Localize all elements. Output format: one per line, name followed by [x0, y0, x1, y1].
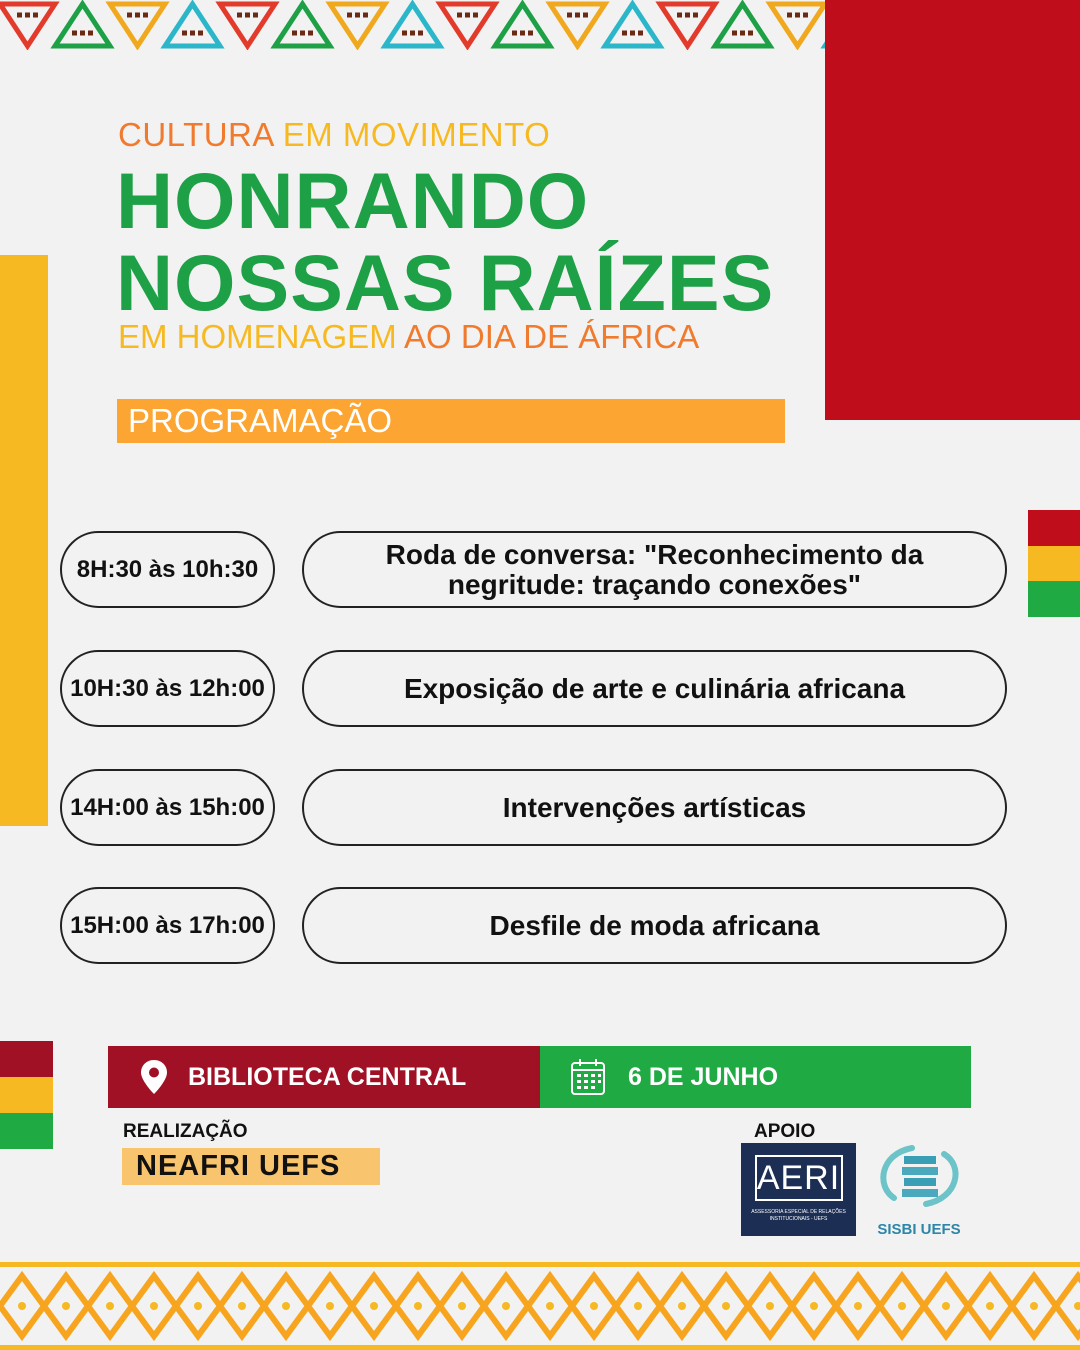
activity-1-line1: Roda de conversa: "Reconhecimento da: [385, 538, 924, 570]
aeri-logo-mark: AERI: [755, 1155, 843, 1201]
border-dot: [410, 31, 415, 36]
border-dot: [942, 1302, 950, 1310]
programacao-heading: PROGRAMAÇÃO: [117, 399, 785, 443]
border-dot: [740, 31, 745, 36]
border-dot: [520, 31, 525, 36]
border-dot: [326, 1302, 334, 1310]
border-dot: [253, 13, 258, 18]
page-title: [116, 156, 775, 327]
border-dot: [810, 1302, 818, 1310]
border-triangle: [385, 4, 440, 46]
border-dot: [88, 31, 93, 36]
library-building-icon: [874, 1140, 964, 1212]
border-dot: [732, 31, 737, 36]
border-dot: [638, 31, 643, 36]
border-dot: [238, 1302, 246, 1310]
border-dot: [80, 31, 85, 36]
calendar-icon: [570, 1058, 606, 1096]
border-dot: [194, 1302, 202, 1310]
border-dot: [135, 13, 140, 18]
subtitle-part2: AO DIA DE ÁFRICA: [404, 318, 700, 355]
border-dot: [512, 31, 517, 36]
realizacao-label: REALIZAÇÃO: [123, 1121, 248, 1142]
border-triangle: [110, 4, 165, 46]
border-dot: [803, 13, 808, 18]
border-dot: [465, 13, 470, 18]
sisbi-logo-text: SISBI UEFS: [877, 1221, 961, 1238]
border-dot: [622, 31, 627, 36]
border-line: [0, 1345, 1080, 1350]
border-dot: [72, 31, 77, 36]
border-dot: [150, 1302, 158, 1310]
event-info-bar: [108, 1046, 971, 1108]
location-section: [108, 1046, 540, 1108]
border-dot: [18, 1302, 26, 1310]
neafri-uefs-logo: NEAFRI UEFS: [122, 1148, 380, 1185]
bottom-tribal-border: [0, 1262, 1080, 1350]
schedule-time-4: 15H:00 às 17h:00: [60, 887, 275, 964]
border-dot: [1030, 1302, 1038, 1310]
border-dot: [748, 31, 753, 36]
border-dot: [795, 13, 800, 18]
border-dot: [787, 13, 792, 18]
apoio-label: APOIO: [754, 1121, 816, 1142]
border-dot: [590, 1302, 598, 1310]
date-section: [540, 1046, 971, 1108]
border-dot: [986, 1302, 994, 1310]
border-dot: [457, 13, 462, 18]
border-dot: [693, 13, 698, 18]
title-line2: NOSSAS RAÍZES: [116, 238, 775, 327]
map-pin-icon: [140, 1059, 168, 1095]
eyebrow-text: [118, 116, 550, 154]
border-dot: [245, 13, 250, 18]
border-dot: [502, 1302, 510, 1310]
border-dot: [106, 1302, 114, 1310]
border-dot: [1074, 1302, 1080, 1310]
tricolor-stripes-right: [1028, 510, 1080, 617]
date-text: 6 DE JUNHO: [628, 1062, 779, 1091]
border-triangle: [275, 4, 330, 46]
border-dot: [722, 1302, 730, 1310]
border-dot: [766, 1302, 774, 1310]
border-dot: [898, 1302, 906, 1310]
border-dot: [402, 31, 407, 36]
border-dot: [127, 13, 132, 18]
subtitle-part1: EM HOMENAGEM: [118, 318, 397, 355]
border-dot: [546, 1302, 554, 1310]
border-triangle: [0, 4, 55, 46]
eyebrow-part1: CULTURA: [118, 116, 274, 153]
border-triangle: [660, 4, 715, 46]
border-dot: [363, 13, 368, 18]
schedule-activity-2: Exposição de arte e culinária africana: [302, 650, 1007, 727]
yellow-decor-bar: [0, 255, 48, 826]
border-triangle: [550, 4, 605, 46]
tricolor-stripes-left: [0, 1041, 53, 1149]
border-triangle: [55, 4, 110, 46]
border-triangle: [220, 4, 275, 46]
border-dot: [25, 13, 30, 18]
schedule-activity-1: [302, 531, 1007, 608]
border-dot: [282, 1302, 290, 1310]
aeri-logo: [741, 1143, 856, 1236]
border-dot: [414, 1302, 422, 1310]
border-dot: [355, 13, 360, 18]
border-dot: [473, 13, 478, 18]
subtitle-text: [118, 318, 699, 356]
border-dot: [854, 1302, 862, 1310]
border-triangle: [165, 4, 220, 46]
border-dot: [62, 1302, 70, 1310]
schedule-activity-4: Desfile de moda africana: [302, 887, 1007, 964]
location-text: BIBLIOTECA CENTRAL: [188, 1062, 467, 1091]
border-triangle: [440, 4, 495, 46]
red-decor-block: [825, 0, 1080, 420]
border-dot: [190, 31, 195, 36]
border-triangle: [770, 4, 825, 46]
border-dot: [634, 1302, 642, 1310]
border-triangle: [605, 4, 660, 46]
border-dot: [292, 31, 297, 36]
border-dot: [300, 31, 305, 36]
aeri-caption-line1: ASSESSORIA ESPECIAL DE RELAÇÕES: [751, 1209, 846, 1215]
sisbi-uefs-logo: [864, 1140, 974, 1240]
border-dot: [33, 13, 38, 18]
border-dot: [17, 13, 22, 18]
border-dot: [583, 13, 588, 18]
border-dot: [182, 31, 187, 36]
aeri-caption-line2: INSTITUCIONAIS - UEFS: [769, 1216, 828, 1222]
border-dot: [143, 13, 148, 18]
schedule-time-1: 8H:30 às 10h:30: [60, 531, 275, 608]
border-dot: [308, 31, 313, 36]
border-dot: [347, 13, 352, 18]
border-dot: [418, 31, 423, 36]
border-triangle: [330, 4, 385, 46]
border-dot: [370, 1302, 378, 1310]
border-triangle: [495, 4, 550, 46]
border-dot: [528, 31, 533, 36]
border-dot: [685, 13, 690, 18]
border-dot: [458, 1302, 466, 1310]
eyebrow-part2: EM MOVIMENTO: [282, 116, 551, 153]
schedule-time-2: 10H:30 às 12h:00: [60, 650, 275, 727]
border-dot: [677, 13, 682, 18]
title-line1: HONRANDO: [116, 156, 590, 245]
border-dot: [575, 13, 580, 18]
schedule-activity-3: Intervenções artísticas: [302, 769, 1007, 846]
schedule-time-3: 14H:00 às 15h:00: [60, 769, 275, 846]
border-triangle: [715, 4, 770, 46]
border-line: [0, 1262, 1080, 1267]
activity-1-line2: negritude: traçando conexões": [447, 568, 862, 600]
border-dot: [678, 1302, 686, 1310]
border-dot: [237, 13, 242, 18]
border-dot: [630, 31, 635, 36]
border-dot: [198, 31, 203, 36]
border-dot: [567, 13, 572, 18]
top-tribal-border: [0, 0, 825, 50]
